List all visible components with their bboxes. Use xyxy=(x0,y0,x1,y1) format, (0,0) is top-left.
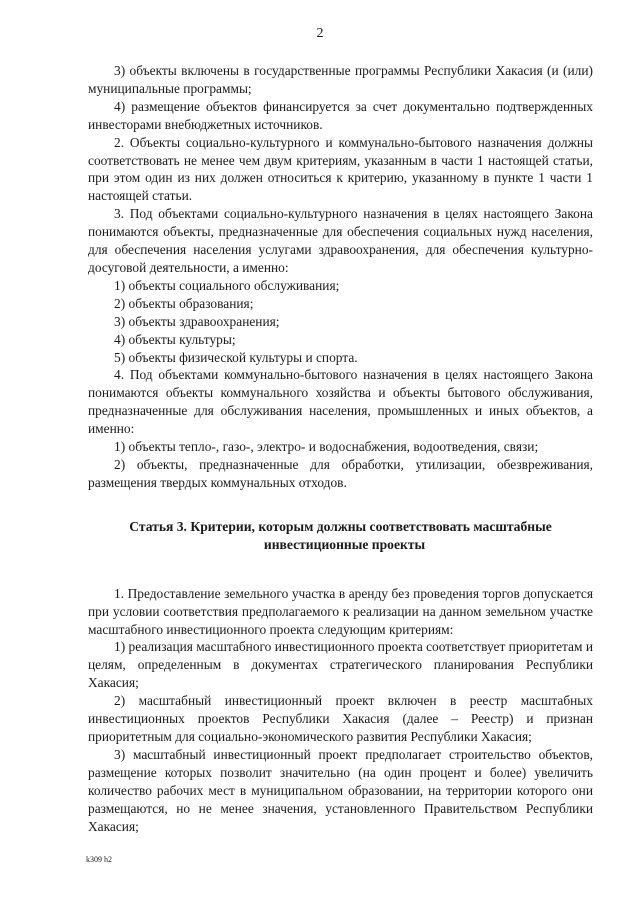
paragraph: 2. Объекты социально-культурного и коммунально-бытового назначения должны соответствовать не менее чем двум критериям, указанным в части 1 настоящей статьи, при этом один из них должен относиться к критерию, указанному в пункте 1 части 1 настоящей статьи. xyxy=(88,134,593,204)
paragraph: 1. Предоставление земельного участка в аренду без проведения торгов допускается при условии соответствия предполагаемого к реализации на данном земельном участке масштабного инвестиционного проекта следующим критериям: xyxy=(88,585,593,637)
article-title-line1: Статья 3. Критерии, которым должны соответствовать масштабные xyxy=(129,518,552,534)
article-title-line2: инвестиционные проекты xyxy=(263,537,426,553)
paragraph: 3) масштабный инвестиционный проект предполагает строительство объектов, размещение которых позволит значительно (на один процент и более) увеличить количество рабочих мест в муниципальном образовании, на территории которого они размещаются, но не менее значения, установленного Правительством Республики Хакасия; xyxy=(88,746,593,834)
paragraph: 2) объекты, предназначенные для обработки, утилизации, обезвреживания, размещения твердых коммунальных отходов. xyxy=(88,456,593,490)
list-item: 5) объекты физической культуры и спорта. xyxy=(114,349,358,365)
list-item: 3) объекты здравоохранения; xyxy=(114,313,280,329)
paragraph: 1) объекты тепло-, газо-, электро- и водоснабжения, водоотведения, связи; xyxy=(114,439,539,455)
list-item: 4) объекты культуры; xyxy=(114,331,236,347)
paragraph: 4. Под объектами коммунально-бытового назначения в целях настоящего Закона понимаются объекты коммунального хозяйства и объекты бытового обслуживания, предназначенные для обслуживания населения, промышленных и иных объектов, а именно: xyxy=(88,367,593,437)
document-body xyxy=(88,62,593,835)
paragraph: 3) объекты включены в государственные программы Республики Хакасия (и (или) муниципальные программы; xyxy=(88,63,593,96)
paragraph: 3. Под объектами социально-культурного назначения в целях настоящего Закона понимаются объекты, предназначенные для обеспечения социальных нужд населения, для обеспечения населения услугами здравоохранения, для обеспечения культурно-досуговой деятельности, а именно: xyxy=(88,206,593,275)
list-item: 1) объекты социального обслуживания; xyxy=(114,277,340,293)
page-number: 2 xyxy=(316,26,324,41)
list-item: 2) объекты образования; xyxy=(114,295,254,311)
article-heading xyxy=(88,518,593,555)
footer-code: k309 h2 xyxy=(86,855,112,864)
paragraph: 2) масштабный инвестиционный проект включен в реестр масштабных инвестиционных проектов Республики Хакасия (далее – Реестр) и признан приоритетным для социально-экономического развития Республики Хакасия; xyxy=(88,693,593,744)
paragraph: 4) размещение объектов финансируется за счет документально подтвержденных инвесторами внебюджетных источников. xyxy=(88,98,593,132)
paragraph: 1) реализация масштабного инвестиционного проекта соответствует приоритетам и целям, определенным в документах стратегического планирования Республики Хакасия; xyxy=(88,639,593,691)
